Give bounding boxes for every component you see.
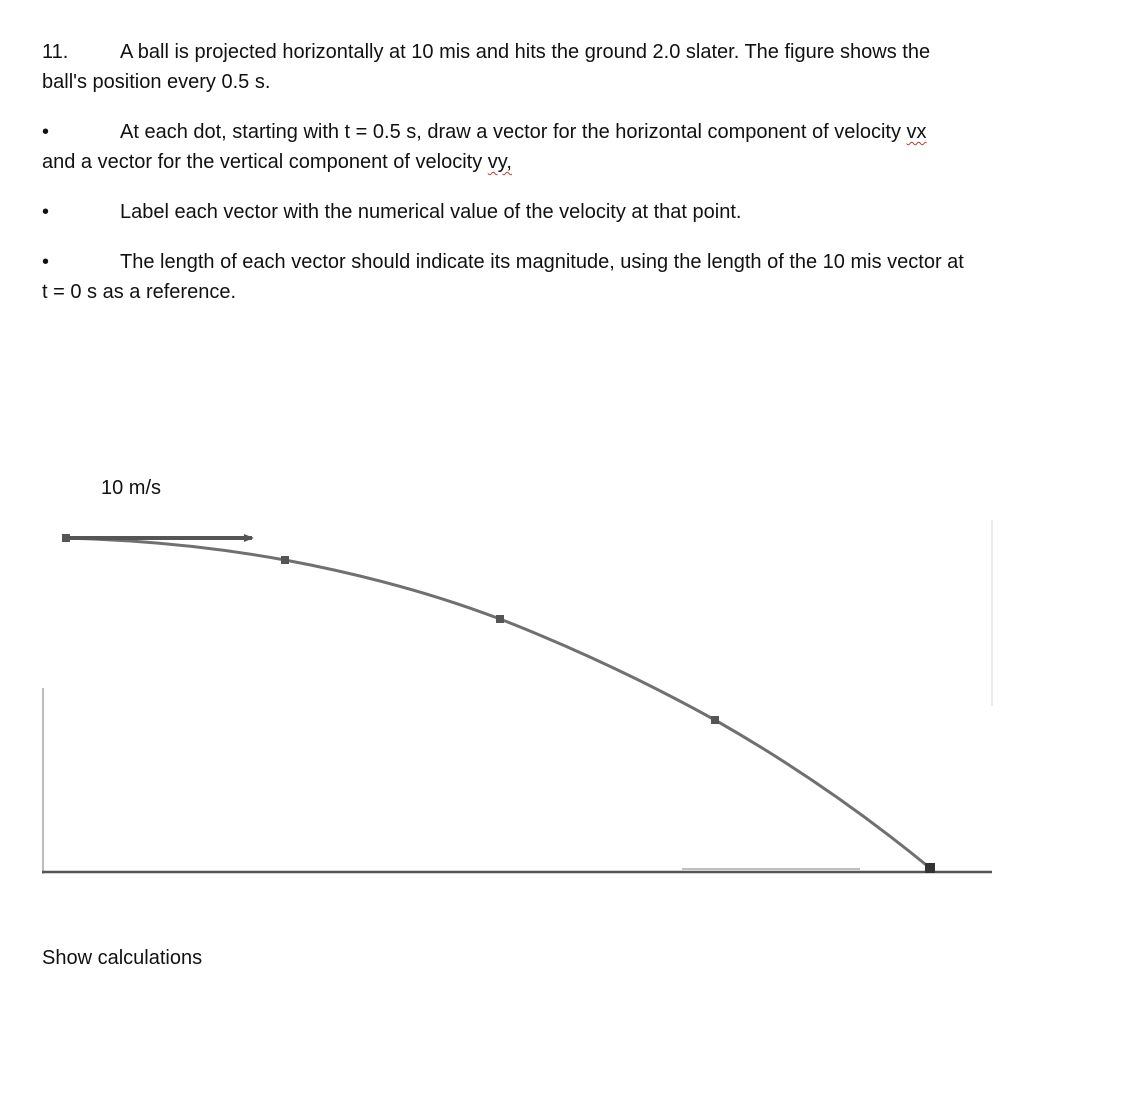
bullet-1-marker: • [42, 121, 50, 143]
show-calculations-label: Show calculations [42, 947, 203, 969]
ball-position-dot-t1-0 [496, 615, 504, 623]
question-text-line-2: ball's position every 0.5 s. [42, 71, 271, 93]
question-number: 11. [42, 41, 69, 63]
ball-position-dot-t0 [62, 534, 70, 542]
bullet-1-line-1-text: At each dot, starting with t = 0.5 s, draw a vector for the horizontal component of velocity [120, 121, 901, 143]
trajectory-curve [66, 538, 930, 868]
ball-position-dot-t0-5 [281, 556, 289, 564]
var-vx: vx [906, 121, 927, 143]
ball-position-dot-t1-5 [711, 716, 719, 724]
bullet-2-marker: • [42, 201, 50, 223]
bullet-3-line-1: The length of each vector should indicate its magnitude, using the length of the 10 mis vector at [120, 251, 964, 273]
bullet-3-marker: • [42, 251, 50, 273]
reference-vector-label: 10 m/s [101, 477, 162, 499]
bullet-1-line-1 [120, 120, 927, 144]
bullet-1-line-2 [42, 150, 512, 174]
question-text-line-1: A ball is projected horizontally at 10 mis and hits the ground 2.0 slater. The figure shows the [120, 41, 931, 63]
bullet-2-text: Label each vector with the numerical value of the velocity at that point. [120, 201, 742, 223]
bullet-1-line-2-text: and a vector for the vertical component of velocity [42, 151, 483, 173]
var-vy: vy, [487, 151, 512, 173]
ball-position-dot-t2-0 [925, 863, 935, 873]
bullet-3-line-2: t = 0 s as a reference. [42, 281, 236, 303]
